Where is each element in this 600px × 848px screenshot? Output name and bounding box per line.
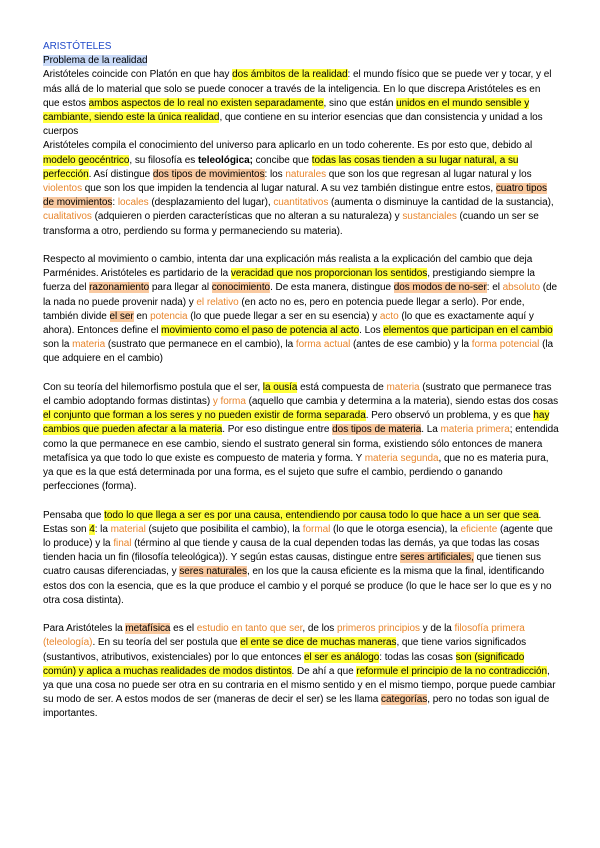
text-run: , prestigiando siempre la fuerza del — [43, 268, 535, 294]
text-run: Pensaba que — [43, 509, 105, 521]
highlighted-text: materia — [386, 381, 420, 393]
text-run: , en los que la causa eficiente es la misma que la final, identificando estos dos con la esencia, que es la que produce el cambio y el porqué se produce (lo que le hace ser lo que es y no otra cosa distinta). — [43, 566, 552, 606]
text-run: , de los — [302, 623, 337, 635]
highlighted-text: el relativo — [196, 296, 239, 308]
highlighted-text: acto — [379, 310, 399, 322]
highlighted-text: metafísica — [125, 623, 171, 635]
text-run: (sujeto que posibilita el cambio), la — [145, 523, 303, 535]
text-run: (antes de ese cambio) y la — [350, 339, 472, 351]
highlighted-text: material — [110, 523, 146, 535]
highlighted-text: filosofía primera (teleología) — [43, 623, 525, 649]
text-run: , sino que están — [323, 97, 397, 109]
highlighted-text: final — [113, 538, 132, 550]
document-page — [43, 40, 559, 736]
text-run: Con su teoría del hilemorfismo postula que el ser, — [43, 381, 263, 393]
text-run: (de la nada no puede provenir nada) y — [43, 282, 558, 308]
text-run: que tienen sus cuatro causas diferenciadas, y — [43, 552, 541, 578]
text-run: . Por eso distingue entre — [222, 424, 333, 436]
highlighted-text: cualitativos — [43, 211, 92, 223]
document-title: ARISTÓTELES — [43, 41, 112, 52]
text-run: está compuesta de — [297, 381, 387, 393]
text-run: . Estas son — [43, 509, 542, 535]
highlighted-text: absoluto — [502, 282, 541, 294]
text-run: (lo que le otorga esencia), la — [330, 523, 461, 535]
highlighted-text: materia primera — [440, 424, 510, 436]
text-run: : todas las cosas — [379, 651, 456, 663]
text-run: (adquieren o pierden características que no alteran a su naturaleza) y — [91, 211, 403, 223]
highlighted-text: y forma — [212, 396, 246, 408]
highlighted-text: todas las cosas tienden a su lugar natural, a su perfección — [43, 154, 519, 180]
paragraph — [43, 139, 559, 238]
text-run: (lo que es exactamente aquí y ahora). Entonces define el — [43, 310, 534, 337]
text-run: que son los que regresan al lugar natural y los — [326, 168, 532, 180]
highlighted-text: movimiento como el paso de potencia al acto — [161, 325, 360, 337]
highlighted-text: violentos — [43, 183, 83, 195]
highlighted-text: forma potencial — [471, 339, 540, 351]
highlighted-text: el ser es análogo — [303, 651, 380, 663]
text-run: (sustrato que permanece tras el cambio adoptando formas distintas) — [43, 381, 552, 408]
highlighted-text: seres naturales — [179, 566, 247, 578]
highlighted-text: la ousía — [262, 381, 298, 393]
text-run: que son los que impiden la tendencia al lugar natural. A su vez también distingue entre estos, — [82, 183, 496, 195]
paragraph — [43, 622, 559, 721]
highlighted-text: ambos aspectos de lo real no existen separadamente — [88, 97, 324, 109]
text-run: para llegar al — [149, 282, 212, 294]
text-run: . La — [421, 424, 441, 436]
text-run: . De ahí a que — [291, 665, 357, 677]
highlighted-text: reformule el principio de la no contradicción — [356, 665, 548, 677]
highlighted-text: potencia — [150, 310, 188, 322]
text-run: : el — [486, 282, 503, 294]
text-run: (la que adquiere en el cambio) — [43, 339, 554, 365]
highlighted-text: elementos que participan en el cambio — [383, 325, 553, 337]
text-run: Para Aristóteles la — [43, 623, 126, 635]
highlighted-text: son (significado común) y aplica a muchas realidades de modos distintos — [43, 651, 525, 677]
highlighted-text: razonamiento — [89, 282, 150, 294]
text-run: , que no es materia pura, ya que es la que está determinada por una forma, es el sujeto que sufre el cambio, perdiendo o ganando perfecciones (forma). — [43, 452, 549, 493]
text-run: Aristóteles compila el conocimiento del universo para aplicarlo en un todo coherente. Es por esto que, debido al — [43, 140, 533, 152]
highlighted-text: estudio en tanto que ser — [196, 623, 303, 635]
highlighted-text: dos ámbitos de la realidad — [232, 69, 348, 81]
highlighted-text: el ser — [109, 310, 134, 322]
text-run: Respecto al movimiento o cambio, intenta dar una explicación más realista a la explicación del cambio que deja Parménides. Aristóteles es partidario de la — [43, 254, 533, 280]
text-run: (lo que puede llegar a ser en su esencia) y — [187, 310, 380, 322]
highlighted-text: dos modos de no-ser — [393, 282, 487, 294]
text-run: : la — [94, 523, 111, 535]
text-run: . Los — [359, 325, 384, 337]
text-run: son la — [43, 339, 73, 351]
highlighted-text: teleológica; — [197, 154, 253, 166]
text-run: . De esta manera, distingue — [270, 282, 394, 294]
text-run: (agente que lo produce) y la — [43, 523, 553, 550]
highlighted-text: dos tipos de materia — [332, 424, 422, 436]
text-run: (cuando un ser se transforma a otro, perdiendo su forma y permaneciendo su materia). — [43, 211, 539, 237]
text-run: , que tiene varios significados (sustantivos, atributivos, existenciales) por lo que entonces — [43, 637, 527, 663]
highlighted-text: hay cambios que pueden afectar a la materia — [43, 410, 550, 436]
highlighted-text: cuantitativos — [273, 197, 329, 209]
highlighted-text: unidos en el mundo sensible y cambiante, siendo este la única realidad — [43, 97, 530, 124]
text-run: : — [112, 197, 118, 209]
text-run: es el — [170, 623, 197, 635]
text-run: ; entendida como la que permanece en ese cambio, siendo el sustrato general sin forma, existiendo sólo entonces de manera metafísica ya que todo lo que existe es compuesto de materia y forma. Y — [43, 424, 559, 464]
highlighted-text: locales — [117, 197, 149, 209]
document-body — [43, 68, 559, 721]
highlighted-text: naturales — [285, 168, 327, 180]
highlighted-text: el conjunto que forman a los seres y no pueden existir de forma separada — [43, 410, 366, 422]
paragraph — [43, 509, 559, 608]
text-run: y de la — [419, 623, 455, 635]
text-run: (aumenta o disminuye la cantidad de la sustancia), — [328, 197, 554, 209]
highlighted-text: materia segunda — [364, 452, 439, 464]
text-run: en — [133, 310, 151, 322]
text-run: , pero no todas son igual de importantes. — [43, 694, 550, 720]
paragraph — [43, 253, 559, 367]
highlighted-text: 4 — [89, 523, 95, 535]
text-run: (término al que tiende y causa de la cual dependen todas las demás, ya que todas las cosas tienden hacia un fin (filosofía teleológica)). Y según estas causas, distingue entre — [43, 538, 540, 564]
highlighted-text: sustanciales — [402, 211, 457, 223]
text-run: , su filosofía es — [129, 154, 198, 166]
highlighted-text: conocimiento — [211, 282, 271, 294]
text-run: : el mundo físico que se puede ver y tocar, y el más allá de lo material que solo se puede conocer a través de la inteligencia. En lo que discrepa Aristóteles es en que estos — [43, 69, 552, 109]
highlighted-text: veracidad que nos proporcionan los sentidos — [230, 268, 428, 280]
text-run: (aquello que cambia y determina a la materia), siendo estas dos cosas — [245, 396, 559, 408]
paragraph — [43, 381, 559, 495]
highlighted-text: formal — [302, 523, 331, 535]
highlighted-text: forma actual — [295, 339, 351, 351]
text-run: . Así distingue — [88, 168, 153, 180]
text-run: , que contiene en su interior esencias que dan consistencia y unidad a los cuerpos — [43, 112, 543, 138]
highlighted-text: el ente se dice de muchas maneras — [240, 637, 397, 649]
highlighted-text: cuatro tipos de movimientos — [43, 183, 547, 209]
text-run: (desplazamiento del lugar), — [148, 197, 274, 209]
highlighted-text: materia — [72, 339, 106, 351]
text-run: : los — [264, 168, 286, 180]
highlighted-text: seres artificiales, — [400, 552, 474, 564]
text-run: (en acto no es, pero en potencia puede llegar a serlo). Por ende, también divide — [43, 296, 525, 322]
text-run: , ya que una cosa no puede ser otra en su contraria en el mismo sentido y en el mismo tiempo, porque puede cambiar su modo de ser. A estos modos de ser (maneras de decir el ser) se les llama — [43, 665, 556, 706]
highlighted-text: modelo geocéntrico — [43, 154, 130, 166]
text-run: concibe que — [252, 154, 312, 166]
highlighted-text: todo lo que llega a ser es por una causa, entendiendo por causa todo lo que hace a un ser que sea — [104, 509, 539, 521]
paragraph — [43, 68, 559, 139]
text-run: (sustrato que permanece en el cambio), la — [105, 339, 296, 351]
highlighted-text: dos tipos de movimientos — [152, 168, 265, 180]
section-subtitle: Problema de la realidad — [43, 55, 148, 67]
highlighted-text: primeros principios — [336, 623, 420, 635]
text-run: . En su teoría del ser postula que — [92, 637, 241, 649]
text-run: Aristóteles coincide con Platón en que hay — [43, 69, 233, 81]
text-run: . Pero observó un problema, y es que — [365, 410, 534, 422]
highlighted-text: eficiente — [460, 523, 498, 535]
highlighted-text: categorías — [381, 694, 428, 706]
